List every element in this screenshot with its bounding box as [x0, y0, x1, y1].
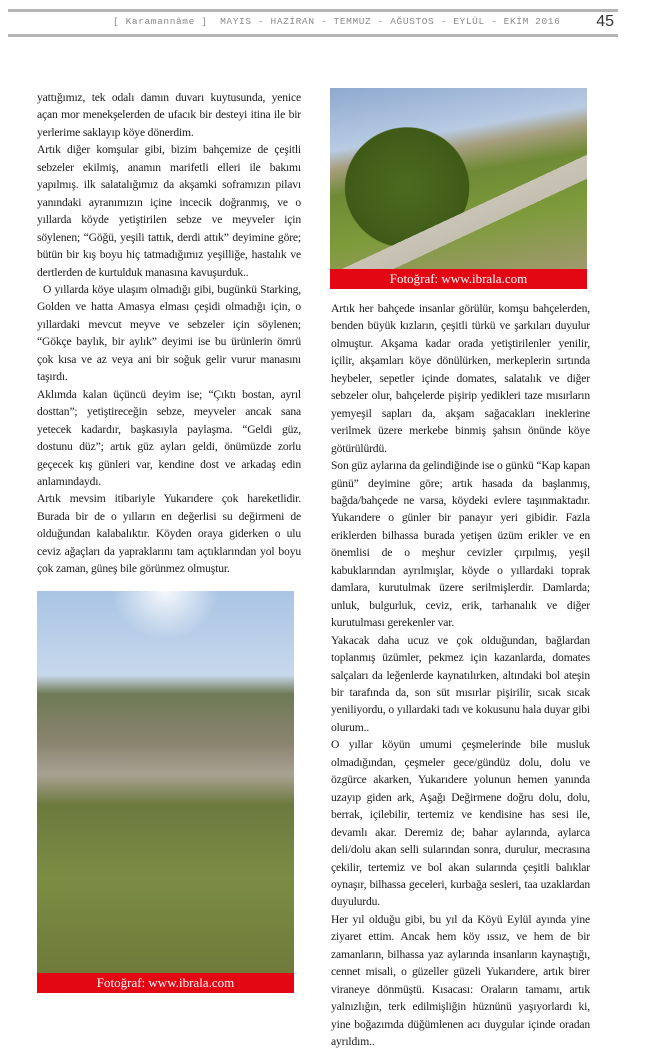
paragraph: Artık mevsim itibariyle Yukarıdere çok hareketlidir. Burada bir de o yılların en değerlisi su değirmeni de olduğundan kalabalıktır. Köyden oraya giderken o ulu ceviz ağaçları da yapraklarını tam açtıklarından yol boyu çok zaman, güneş bile görünmez olmuştur.	[37, 492, 301, 576]
page-number: 45	[596, 13, 614, 30]
paragraph: O yıllarda köye ulaşım olmadığı gibi, bugünkü Starking, Golden ve hatta Amasya elması çeşidi olmadığı için, o yıllardaki mevcut meyve ve sebzeler için söylenen; “Gökçe baylık, bir aylık” deyimi ise bu ürünlerin ömrü çok kısa ve az veya ani bir soğuk gelir vurur manasını taşırdı.	[37, 282, 301, 384]
paragraph: O yıllar köyün umumi çeşmelerinde bile musluk olmadığından, çeşmeler gece/gündüz dolu, dolu ve özgürce akarken, Yukarıdere yolunun hemen yanında uzayıp giden ark, Aşağı Değirmene doğru dolu, dolu, berrak, içilebilir, tertemiz ve kendisine has sesi ile, devamlı akar. Deremiz de; bahar aylarında, aylarca deli/dolu akan selli sularından sonra, durulur, mecrasına çekilir, tertemiz ve bol akan sularında çeşitli balıklar oynaşır, bilhassa geceleri, kurbağa sesleri, taa uzaklardan duyulurdu.	[331, 738, 590, 909]
photo-caption: Fotoğraf: www.ibrala.com	[330, 269, 587, 289]
paragraph: Yakacak daha ucuz ve çok olduğundan, bağlardan toplanmış üzümler, pekmez için kazanlarda, domates salçaları da leğenlerde kaynatılırken, altındaki bol ateşin bir tarafında da, son süt mısırlar pişirilir, sıcak sıcak yeniliyordu, o yıllardaki tadı ve kokusunu hala duyar gibi olurum..	[331, 633, 590, 734]
page-header	[8, 9, 618, 37]
paragraph: yattığımız, tek odalı damın duvarı kuytusunda, yenice açan mor menekşelerden de ufacık bir desteyi itina ile bir yerlerime saklayıp köye dönerdim.	[37, 91, 301, 139]
paragraph: Her yıl olduğu gibi, bu yıl da Köyü Eylül ayında yine ziyaret ettim. Ancak hem köy ıssız, ve hem de bir zamanların, bilhassa yaz aylarında insanların kaynaştığı, cennet misali, o güzeller güzeli Yukarıdere, artık birer viraneye dönmüştü. Kısacası: Oraların tamamı, artık yalnızlığın, terk edilmişliğin hüznünü yaşıyorlardı ki, yine boğazımda düğümlenen acı duygular içinde oradan ayrıldım..	[331, 912, 590, 1049]
paragraph: Son güz aylarına da gelindiğinde ise o günkü “Kap kapan günü” deyimine göre; artık hasada da başlanmış, bağda/bahçede ne varsa, köydeki evlere taşınmaktadır. Yukarıdere o günler bir panayır yeri gibidir. Fazla eriklerden bilhassa burada yetişen üzüm erikler ve en önemlisi de o meşhur cevizler çırpılmış, yeşil kabuklarından ayrılmışlar, köyde o yıllardaki toprak damlara, kurutulmak üzere serilmişlerdir. Damlarda; unluk, bulgurluk, ceviz, erik, tarhanalık ve diğer kurutulması gerekenler var.	[331, 459, 590, 630]
issue-months: MAYIS - HAZİRAN - TEMMUZ - AĞUSTOS - EYLÜL - EKİM 2016	[220, 16, 561, 27]
village-valley-photo	[37, 591, 294, 973]
header-issue-line	[113, 16, 560, 27]
paragraph: Artık diğer komşular gibi, bizim bahçemize de çeşitli sebzeler ekilmiş, anamın marifetli elleri ile bakımı yapılmış. ilk salatalığımız da akşamki soframızın pilavı yanındaki ayranımızın içine incecik doğranmış, ve o yıllarda köyde yetiştirilen sebze ve meyveler için söylenen; “Göğü, yeşili tattık, derdi attık” deyimine göre; bütün bir kış boyu hiç tatmadığımız yeşilliğe, hastalık ve dertlerden de kurtulduk manasına kavuşurduk..	[37, 143, 301, 279]
magazine-name: [ Karamannâme ]	[113, 16, 208, 27]
paragraph: Aklımda kalan üçüncü deyim ise; “Çıktı bostan, ayrıl dosttan”; yetiştireceğin sebze, meyveler ancak sana yetecek kadardır, başkasıyla paylaşma. “Geldi güz, dostunu düz”; artık güz ayları geldi, önümüzde zorlu geçecek kış günleri var, kendine dost ve arkadaş edin anlamındaydı.	[37, 387, 301, 488]
paragraph: Artık her bahçede insanlar görülür, komşu bahçelerden, benden büyük kızların, çeşitli türkü ve şarkıları duyulur olmuştur. Akşama kadar orada yetiştirilenler yenilir, içilir, akşamları köye dönülürken, merkeplerin sırtında heybeler, sepetler içinde domates, salatalık ve diğer sebzeler olur, bahçelerde pişirip yedikleri taze mısırların yemyeşil sapları da, akşam sağacakları ineklerine verilmek üzere merkebe binmiş şahsın önünde köye götürülürdü.	[331, 302, 590, 455]
photo-caption: Fotoğraf: www.ibrala.com	[37, 973, 294, 993]
left-text-column	[37, 89, 301, 578]
tree-lined-road-photo	[330, 88, 587, 269]
right-text-column	[331, 300, 590, 1050]
